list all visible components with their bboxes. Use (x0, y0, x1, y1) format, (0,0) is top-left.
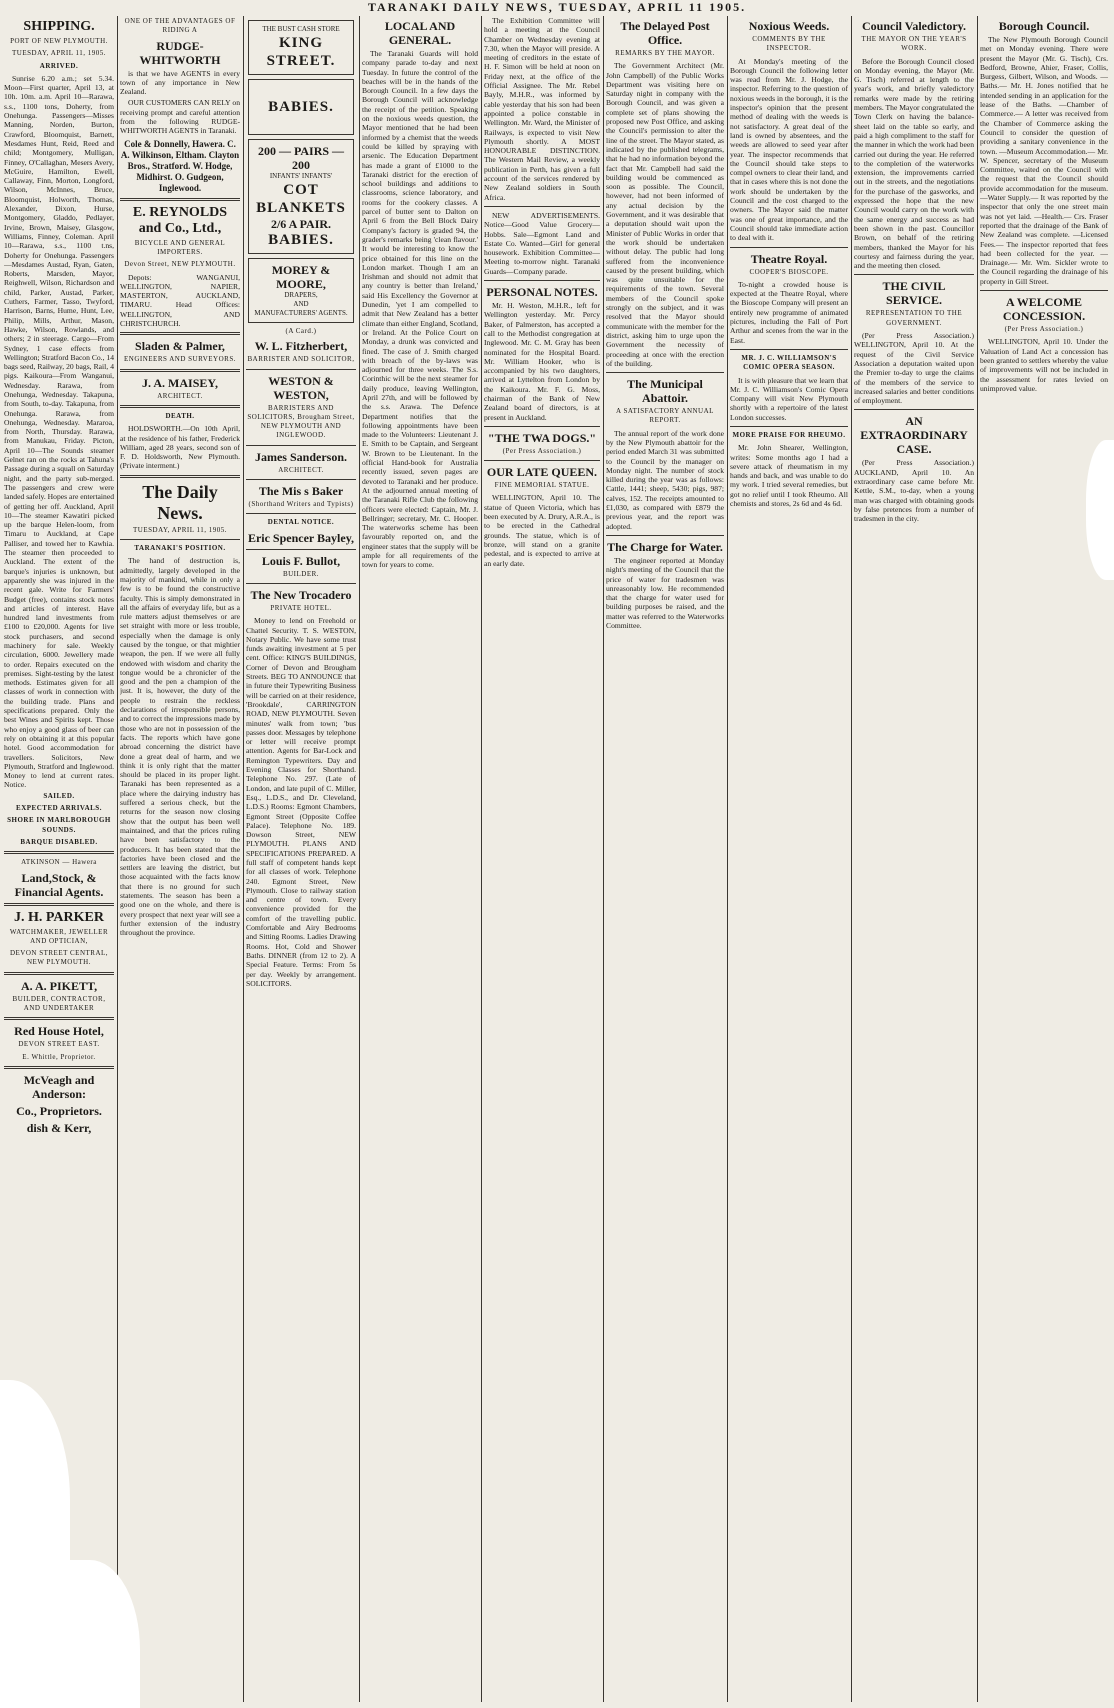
blankets-advert (248, 139, 354, 254)
parker-name: J. H. PARKER (14, 909, 104, 925)
post-office-sub: REMARKS BY THE MAYOR. (615, 49, 715, 57)
theatre-heading: Theatre Royal. (750, 251, 828, 266)
morey-moore-and: AND (293, 300, 309, 308)
civil-service-heading: THE CIVIL SERVICE. (882, 279, 946, 308)
expected-heading: EXPECTED ARRIVALS. (16, 804, 102, 813)
marlborough-heading: SHORE IN MARLBOROUGH SOUNDS. (7, 816, 111, 834)
torn-paper-right (1086, 440, 1114, 580)
babies-title: BABIES. (268, 99, 334, 115)
abattoir-sub: A SATISFACTORY ANNUAL REPORT. (616, 407, 714, 425)
red-house-hotel: Red House Hotel, (14, 1024, 104, 1039)
column-post-office (606, 16, 724, 1702)
valedictory-heading: Council Valedictory. (861, 19, 966, 33)
sanderson-name: James Sanderson. (254, 449, 347, 464)
card-heading: (A Card.) (285, 327, 317, 335)
babies-advert (248, 79, 354, 135)
sanderson-trade: ARCHITECT. (278, 465, 324, 474)
fitzherbert-trade: BARRISTER AND SOLICITOR, (247, 355, 355, 364)
concession-sub: (Per Press Association.) (1004, 325, 1084, 334)
death-heading: DEATH. (165, 411, 195, 420)
post-office-body: The Government Architect (Mr. John Campbell) of the Public Works Department was visiting here on Saturday night in company with the Borough Council, and was given a complete set of plans showing the proposed new Post Office, and asking the Council's permission to alter the line of the street. The Mayor stated, as indicated by the published telegrams, that he had no information beyond the fact that Mr. Campbell had said the building would be commenced as soon as possible. The Council, however, had not been informed of any actual decision by the Government, and it was desirable that a deputation should wait upon the Minister of Public Works in order that the work should be undertaken without delay. The public had long suffered from the inconvenience caused by the present building, which was quite unsuitable for the requirements of the town. Several members of the Council spoke strongly on the subject, and it was resolved that the Mayor should communicate with the member for the district, asking him to urge upon the Government the necessity of proceeding at once with the erection of the building. (606, 61, 724, 368)
local-general-heading: LOCAL AND GENERAL. (384, 19, 456, 47)
noxious-weeds-heading: Noxious Weeds. (748, 19, 830, 33)
blankets-title: COT BLANKETS (256, 182, 346, 216)
extraordinary-case-body: (Per Press Association.) AUCKLAND, April 10. An extraordinary case came before Mr. Kettle, S.M., to-day, when a young man was charged with obtaining goods by false pretences from a number of tradesmen in the city. (854, 458, 974, 524)
late-queen-heading: OUR LATE QUEEN. (486, 465, 598, 480)
reynolds-trade: BICYCLE AND GENERAL IMPORTERS. (134, 238, 226, 256)
water-charge-body: The engineer reported at Monday night's meeting of the Council that the price of water for tradesmen was unreasonably low. He recommended that the charge for water used for building purposes be raised, and the matter was referred to the Waterworks Committee. (606, 555, 724, 631)
column-borough-council (980, 16, 1108, 1702)
column-rule (603, 16, 604, 1702)
column-local (362, 16, 478, 1702)
whittle-proprietor: E. Whittle, Proprietor. (22, 1052, 96, 1061)
shipping-body: Sunrise 6.20 a.m.; set 5.34. Moon—First quarter, April 13, at 10h. 10m. a.m. April 10—Rarawa, s.s., 1100 tons, Doherty, from Onehunga. Passengers—Misses Manning, Norden, Burton, Crawford, Bloomquist, Barnett, Mesdames Hunt, Reid, Reed and child; Montgomery, Mulligan, Finney, O'Callaghan, Mesers Avery, McGuire, Hamilton, Ewell, Callaway, Finn, Morton, Longford, Wilson, McInnes, Bruce, Bloomquist, Holworth, Thomas, Alexander, Dixon, Hurse, Montgomery, Gladdo, Pedlayer, Irvine, Brown, Maisey, Glasgow, Williams, Finney, Coleman. April 10—Rarawa, s.s., 1100 t.ns, Doherty for Onehunga. Passengers—Mesdames Austad, Ryan, Gaten, Roberts, Marsden, Mayor, Reighwell, Wilson, Richardson and child, Parker, Austad, Parker, Cuthers, Farmer, Tasso, Twyford, Harrison, Barns, Hume, Hunt, Lee, Philip, Mills, Arthur, Mason, Hawke, Wilson, Rowlands, and others; 2 in steerage. Cargo—From Sydney, 1 case effects from Wellington; Stratford Bacon Co., 14 bags seed, Railway, 20 bags, Rail, 4 pigs. Kaikoura—From Wanganui, Wednesday. Rarawa, from Onehunga, Wednesday. Takapuna, from South, to-day. Takapuna, from Onehunga. Rarawa, from Onehunga, Wednesday. Mararoa, from North, Thursday. Rarawa, from Manukau, Friday. Picton, April 10—The Sounds steamer Gelnet ran on the rocks at Tahuna's Passage during a squall on Saturday night, and the party sub-merged. The passengers and crew were landed safely. Hopes are entertained of getting her off. Auckland, April 10—The steamer Kawatiri picked up the barque Helen-loom, from Timaru to Auckland, at Cape Palliser, and towed her to Kawhia. The steamer then proceeded to Auckland. The extent of the barque's injuries is unknown, but apparently she was injured in the recent gale. Write for Farmers' Budget (free), contains stock notes and articles of interest. Have hundred land investments from £100 to £20,000. Agents for live stock purchasers, and second machinery for sale. Weekly circulation, 6000. Jewellery made to order. Repairs executed on the premises. Sight-testing by the latest methods. Estimates given for all classes of work in connection with the building trade. Plans and specifications prepared. Only the best Wines and Spirits kept. Those who enjoy a good glass of beer can rely on obtaining it at this popular hotel. Good accommodation for travellers. Solicitors, New Plymouth, Stratford and Inglewood. Money to lend at current rates. Notice. (4, 73, 114, 790)
bullot-trade: BUILDER. (282, 569, 320, 578)
blankets-infants: INFANTS' INFANTS' (269, 172, 333, 180)
masthead: TARANAKI DAILY NEWS, TUESDAY, APRIL 11 1905. (367, 0, 747, 14)
cash-store-title: THE BUST CASH STORE (262, 25, 340, 33)
pikett-name: A. A. PIKETT, (20, 978, 98, 993)
pikett-trade: BUILDER, CONTRACTOR, AND UNDERTAKER (12, 994, 106, 1013)
column-adverts (246, 16, 356, 1702)
editorial-heading: TARANAKI'S POSITION. (134, 544, 226, 553)
noxious-weeds-sub: COMMENTS BY THE INSPECTOR. (752, 35, 826, 53)
column-rudge (120, 16, 240, 1702)
shipping-heading: SHIPPING. (23, 19, 95, 34)
local-general-body: The Taranaki Guards will hold company parade to-day and next Tuesday. In future the control of the beaches will be in the hands of the Borough Council. In a few days the Borough Council will acknowledge the receipt of the petition. Speaking on the noxious weeds question, the Mayor mentioned that he had been informed by a chemist that the weeds could be killed by spraying with arsenic. The Education Department has made a grant of £1000 to the Taranaki district for the erection of school buildings and additions to classrooms, science laboratory, and rooms for the cookery classes. A parcel of butter sent to Dalton on April 6 from the Bell Block Dairy Company's factory is graded 94, the grader's remarks being 'clean flavour.' It would be interesting to know the price obtained for this line on the London market. Though I am an Irishman and should not admit that any country is better than Ireland,' said His Excellency the Governor at Dunedin, 'yet I am compelled to admit that New Zealand has a better climate than either England, Scotland, or Ireland. At the Police Court on Monday, a drunk was convicted and fined. The case of J. Smith charged with breach of the by-laws was adjourned for three weeks. The S.s. Corinthic will be the next steamer for daily produce, leaving Wellington, April 27th, and will be followed by the s.s. Arawa. The Defence Department notifies that the following appointments have been made to the Volunteers: Lieutenant J. E. Smith to be Captain, and Sergeant W. Brown to be Lieutenant. In the official Hand-book for Australia recently issued, seven pages are devoted to Taranaki and her produce. At the adjourned annual meeting of the Taranaki Rifle Club the following officers were elected: Captain, Mr. J. Bellringer; secretary, Mr. C. Hooper. The waterworks scheme has been favourably reported on, and the engineer states that the supply will be ample for all requirements of the town for years to come. (362, 49, 478, 570)
column-rule (851, 16, 852, 1702)
concession-heading: A WELCOME CONCESSION. (1002, 295, 1086, 324)
blankets-pairs: 200 — PAIRS — 200 (257, 144, 345, 172)
twa-dogs-sub: (Per Press Association.) (502, 446, 582, 455)
borough-council-heading: Borough Council. (998, 19, 1090, 33)
trocadero-name: The New Trocadero (250, 587, 352, 602)
twa-dogs-heading: "THE TWA DOGS." (487, 430, 597, 445)
williamson-heading: MR. J. C. WILLIAMSON'S COMIC OPERA SEASON. (741, 353, 837, 372)
mcveagh-heading: McVeagh and Anderson: (23, 1072, 95, 1101)
paper-title: The Daily News. (142, 481, 218, 523)
abattoir-heading: The Municipal Abattoir. (627, 377, 703, 406)
maisey-name: J. A. MAISEY, (142, 375, 218, 390)
late-queen-body: WELLINGTON, April 10. The statue of Queen Victoria, which has been executed by A. Drury, A.R.A., is to be erected in the Cathedral grounds. The statue, which is of bronze, will stand on a granite pedestal, and is expected to arrive at an early date. (484, 493, 600, 568)
extraordinary-case-heading: AN EXTRAORDINARY CASE. (860, 414, 968, 457)
cash-store-advert (248, 20, 354, 75)
post-office-heading: The Delayed Post Office. (620, 19, 710, 47)
parker-address: DEVON STREET CENTRAL, NEW PLYMOUTH. (9, 949, 109, 967)
personal-notes-heading: PERSONAL NOTES. (486, 285, 598, 300)
column-rule (359, 16, 360, 1702)
baker-trade: (Shorthand Writers and Typists) (248, 500, 354, 509)
sladen-trade: ENGINEERS AND SURVEYORS. (124, 355, 236, 364)
local-general-continued: The Exhibition Committee will hold a meeting at the Council Chamber on Wednesday evening at 7.30, when the Mayor will preside. A meeting of creditors in the estate of H. F. Simon will be held at noon on Friday next, at the office of the Official Assignee. The Mr. Rebel Bayly, M.H.R., was informed by cable yesterday that his son had been appointed a police constable in Wellington. Mr. Ward, the Minister of Railways, is expected to visit New Plymouth shortly. A MOST HONOURABLE DISTINCTION. The Western Mail Review, a weekly publication in Perth, has given a full account of the services rendered by New Zealand soldiers in South Africa. (484, 16, 600, 202)
rheumo-body: Mr. John Shearer, Wellington, writes: Some months ago I had a severe attack of rheumatism in my hands and back, and was unable to do my work. I tried several remedies, but got no relief until I took Rheumo. All chemists and stores, 2s 6d and 4s 6d. (730, 443, 848, 509)
blankets-babies: BABIES. (268, 232, 334, 248)
noxious-weeds-body: At Monday's meeting of the Borough Council the following letter was read from Mr. J. Hodge, the inspector. Referring to the question of noxious weeds in the borough, it is the inspector's opinion that the present method of dealing with the weeds is not satisfactory. A great deal of the land is owned by absentees, and the weeds are allowed to seed year after year. The inspector recommends that the Council should take steps to compel owners to clear their land, and that in cases where this is not done the work should be undertaken by the Council and the cost charged to the owners. The Mayor said the matter was one of great importance, and the Council should take immediate action to deal with it. (730, 56, 848, 243)
paper-date: TUESDAY, APRIL 11, 1905. (133, 525, 227, 534)
proprietors-heading: Co., Proprietors. (16, 1103, 102, 1118)
concession-body: WELLINGTON, April 10. Under the Valuation of Land Act a concession has been granted to settlers whereby the value of improvements will not be included in the assessment for rates levied on unimproved value. (980, 337, 1108, 393)
rheumo-heading: MORE PRAISE FOR RHEUMO. (732, 430, 846, 439)
reynolds-depots: Depots: WANGANUI, WELLINGTON, NAPIER, MASTERTON, AUCKLAND, TIMARU. Head Offices: WELLINGTON, AND CHRISTCHURCH. (120, 272, 240, 329)
valedictory-body: Before the Borough Council closed on Monday evening, the Mayor (Mr. G. Tisch) referred at length to the year's work, and briefly valedictory remarks were made by the retiring members. The Mayor congratulated the Town Clerk on having the balance-sheet laid on the table so early, and paid a high compliment to the staff for the manner in which the work had been carried out during the year. He referred to the completion of the waterworks extension, the improvements carried out in the streets, and the negotiations for the purchase of the gasworks, and expressed the hope that the new Council would carry on the work with the same energy and success as had been shown in the past. Councillor Brown, on behalf of the retiring members, thanked the Mayor for his courtesy and fairness during the year, and the meeting then closed. (854, 56, 974, 271)
bullot-name: Louis F. Bullot, (261, 553, 341, 568)
barque-heading: BARQUE DISABLED. (20, 837, 98, 846)
column-personal (484, 16, 600, 1702)
maisey-trade: ARCHITECT. (157, 391, 203, 400)
column-rule (243, 16, 244, 1702)
civil-service-body: (Per Press Association.) WELLINGTON, April 10. At the request of the Civil Service Association a deputation waited upon the Premier to-day to urge the claims of the members of the service to increased salaries and better conditions of employment. (854, 331, 974, 406)
kerr-heading: dish & Kerr, (26, 1120, 92, 1135)
sailed-heading: SAILED. (43, 791, 75, 800)
fitzherbert-name: W. L. Fitzherbert, (254, 339, 348, 354)
sladen-name: Sladen & Palmer, (135, 339, 225, 354)
rudge-brand: RUDGE-WHITWORTH (139, 38, 221, 67)
williamson-body: It is with pleasure that we learn that Mr. J. C. Williamson's Comic Opera Company will visit New Plymouth shortly with a repertoire of the latest London successes. (730, 375, 848, 422)
trocadero-trade: PRIVATE HOTEL. (270, 603, 332, 612)
baker-name: The Mis s Baker (258, 484, 344, 499)
column-rule (977, 16, 978, 1702)
column-rule (727, 16, 728, 1702)
abattoir-body: The annual report of the work done by the New Plymouth abattoir for the period ended March 31 was submitted to the Council by the manager on Monday night. The number of stock killed during the year was as follows: Cattle, 1441; sheep, 5430; pigs, 987; calves, 152. The receipts amounted to £1,030, as compared with £879 the previous year, and the report was adopted. (606, 428, 724, 531)
parker-trade: WATCHMAKER, JEWELLER AND OPTICIAN, (9, 927, 109, 945)
rudge-customers: OUR CUSTOMERS CAN RELY on receiving prompt and careful attention from the following RUDGE-WHITWORTH AGENTS in Taranaki. (120, 98, 240, 136)
port-heading: PORT OF NEW PLYMOUTH. (10, 37, 108, 45)
blankets-price: 2/6 A PAIR. (270, 217, 332, 231)
rudge-text: is that we have AGENTS in every town of any importance in New Zealand. (120, 68, 240, 97)
dental-heading: DENTAL NOTICE. (267, 518, 335, 527)
arrived-heading: ARRIVED. (39, 61, 79, 70)
theatre-sub: COOPER'S BIOSCOPE. (749, 267, 829, 276)
theatre-body: To-night a crowded house is expected at the Theatre Royal, where the Bioscope Company will present an entirely new programme of animated pictures, including the Fall of Port Arthur and scenes from the war in the East. (730, 279, 848, 345)
morey-moore-name: MOREY & MOORE, (271, 263, 331, 291)
column-noxious-weeds (730, 16, 848, 1702)
morey-moore-advert (248, 258, 354, 323)
civil-service-sub: REPRESENTATION TO THE GOVERNMENT. (865, 309, 963, 327)
column-valedictory (854, 16, 974, 1702)
red-house-address: DEVON STREET EAST. (18, 1040, 100, 1049)
valedictory-sub: THE MAYOR ON THE YEAR'S WORK. (861, 35, 967, 53)
rudge-agents: Cole & Donnelly, Hawera. C. A. Wilkinson, Eltham. Clayton Bros., Stratford. W. Hodge, Midhirst. O. Gudgeon, Inglewood. (120, 138, 240, 193)
weston-name: WESTON & WESTON, (268, 373, 334, 402)
late-queen-sub: FINE MEMORIAL STATUE. (494, 481, 590, 490)
new-adverts: NEW ADVERTISEMENTS. Notice—Good Value Grocery—Hobbs. Sale—Egmont Land and Estate Co. Wanted—Girl for general housework. Exhibition Committee—Meeting to-morrow night. Taranaki Guards—Company parade. (484, 210, 600, 276)
weston-trade: BARRISTERS AND SOLICITORS, Brougham Street, NEW PLYMOUTH AND INGLEWOOD. (247, 403, 355, 440)
land-agents-heading: Land,Stock, & Financial Agents. (14, 870, 104, 899)
reynolds-name: E. REYNOLDS and Co., Ltd., (132, 204, 228, 236)
borough-council-body: The New Plymouth Borough Council met on Monday evening. There were present the Mayor (Mr. G. Tisch), Crs. Bedford, Browne, Ahier, Fraser, Collis, Burgess, Gilbert, Wilson, and Woods. —Baths.— Mr. H. Jones notified that he intended sending in an application for the lease of the Baths. —Chamber of Commerce.— A letter was received from the Chamber of Commerce asking the Council to consider the question of providing a sanitary convenience in the town. —Museum Accommodation.— Mr. W. Spencer, secretary of the Museum Committee, waited on the Council with the request that the Council should provide accommodation for the museum. —Water Supply.— It was reported by the inspector that only the one street main was not yet laid. —Health.— Crs. Fraser reported that the drainage of the Bank of New Zealand was complete. —Licensed Fees.— The inspector reported that fees had been collected for the year. —Drainage.— Mr. Wm. Sickler wrote to the Council regarding the drainage of his property in Gill Street. (980, 35, 1108, 286)
bayley-name: Eric Spencer Bayley, (247, 530, 355, 545)
adverts-body: Money to lend on Freehold or Chattel Security. T. S. WESTON, Notary Public. We have some trust funds awaiting investment at 5 per cent. Office: KING'S BUILDINGS, Corner of Devon and Brougham Streets. BEG TO ANNOUNCE that in future their Typewriting Business will be carried on at their residence, 'Brookdale', CARRINGTON ROAD, NEW PLYMOUTH. Seven minutes' walk from town; 'bus passes door. Messages by telephone or letter will receive prompt attention. Agents for Bar-Lock and Remington Typewriters. Day and Evening Classes for Shorthand. Telephone No. 297. (Late of London, and late pupil of C. Miller, Esq., L.D.S., and Dr. Cleveland, L.D.S.) Rooms: Egmont Chambers, Egmont Street (Opposite Coffee Palace). Telephone No. 189. Dowson Street, NEW PLYMOUTH. PLANS AND SPECIFICATIONS PREPARED. A full staff of competent hands kept for all classes of work. Telephone 240. Egmont Street, New Plymouth. Close to railway station and centre of town. Every convenience provided for the comfort of the travelling public. Comfortable and Airy Bedrooms and Sitting Rooms. Ladies Drawing Rooms. Hot, Cold and Shower Baths. DINNER (from 12 to 2). A Special Feature. Terms: From 5s per day. Weekly by arrangement. SOLICITORS. (246, 616, 356, 988)
water-charge-heading: The Charge for Water. (607, 539, 723, 554)
column-rule (481, 16, 482, 1702)
personal-notes-body: Mr. H. Weston, M.H.R., left for Wellington yesterday. Mr. Percy Baker, of Palmerston, has accepted a call to the Methodist congregation at Inglewood. Mr. C. M. Gray has been nominated for the Hospital Board. Mr. William Hooker, who is accompanied by his two daughters, arrived at Lyttelton from London by the Kaikoura. Mr. F. G. Moss, chairman of the Bank of New Zealand board of directors, is at present in Auckland. (484, 301, 600, 422)
editorial-body: The hand of destruction is, admittedly, largely developed in the majority of mankind, while in only a few is to be found the constructive faculty. This is simply demonstrated in all the affairs of everyday life, but as a rule matters adjust themselves or are set straight with more or less trouble, especially when the damage is only caused by the tongue, or that mightier weapon, the pen. If we were all fully endowed with wisdom and charity the tongue would be a chronicler of the good and the pen a champion of the just. It is, however, the duty of the people to restrain the reckless declarations of irresponsible persons, and to correct the impressions made by those who are not in possession of the facts. The reports which have gone abroad concerning the district have done a great deal of harm, and we think it is only right that the matter should be placed in its proper light. Taranaki has been represented as a place where the dairying industry has suffered a serious check, but the returns for the season now closing show that the output has been well maintained, and that the prices ruling have been satisfactory to the producers. It has been stated that the factories have been closed and the settlers are leaving the district, but those acquainted with the facts know that there is no ground for such statements. The season has been a good one on the whole, and there is every prospect that next year will see a further extension of the industry throughout the province. (120, 556, 240, 938)
morey-moore-agents: MANUFACTURERS' AGENTS. (254, 309, 348, 317)
column-rule (117, 16, 118, 1702)
morey-moore-drapers: DRAPERS, (284, 291, 318, 299)
cash-store-street: KING STREET. (266, 35, 336, 69)
death-notice: HOLDSWORTH.—On 10th April, at the residence of his father, Frederick William, aged 28 years, second son of F. D. Holdsworth, New Plymouth. (Private interment.) (120, 424, 240, 471)
shipping-date: TUESDAY, APRIL 11, 1905. (12, 49, 106, 58)
reynolds-address: Devon Street, NEW PLYMOUTH. (124, 260, 236, 269)
rudge-intro: ONE OF THE ADVANTAGES OF RIDING A (124, 17, 236, 35)
atkinson-advert: ATKINSON — Hawera (21, 858, 97, 867)
